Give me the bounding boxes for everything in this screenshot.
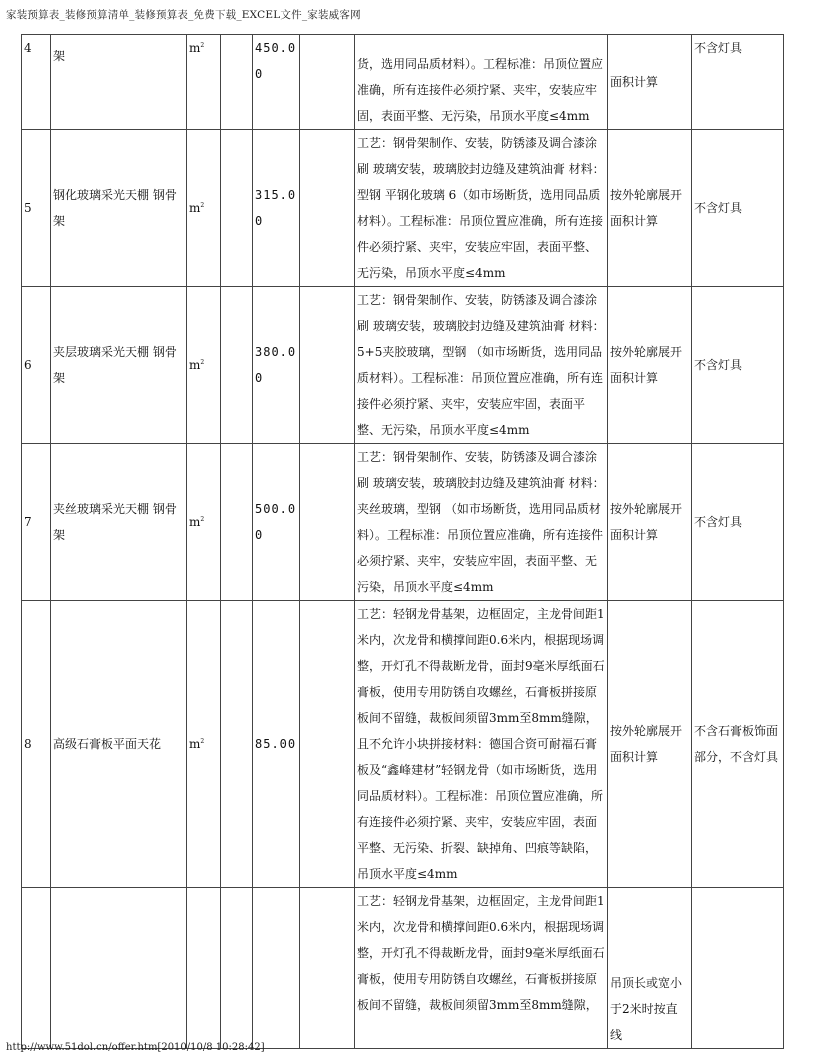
item-number: 7 <box>22 444 51 601</box>
table-row <box>22 888 784 1049</box>
item-price <box>253 888 300 1049</box>
table-row <box>22 35 784 130</box>
item-calc-method: 按外轮廓展开面积计算 <box>608 444 692 601</box>
empty-cell <box>221 287 253 444</box>
empty-cell <box>300 601 355 888</box>
item-calc-method: 面积计算 <box>608 35 692 130</box>
item-price: 315.00 <box>253 130 300 287</box>
page-header-title: 家装预算表_装修预算清单_装修预算表_免费下载_EXCEL文件_家装威客网 <box>6 9 361 21</box>
budget-table <box>21 34 784 1049</box>
item-unit <box>187 888 221 1049</box>
table-row <box>22 287 784 444</box>
empty-cell <box>300 444 355 601</box>
table-row <box>22 444 784 601</box>
empty-cell <box>221 35 253 130</box>
item-price: 85.00 <box>253 601 300 888</box>
empty-cell <box>221 444 253 601</box>
item-unit: $m^2$ <box>187 35 221 130</box>
item-description: 工艺：钢骨架制作、安装，防锈漆及调合漆涂刷 玻璃安装，玻璃胶封边缝及建筑油膏 材料：夹丝玻璃，型钢 （如市场断货，选用同品质材料）。工程标准：吊顶位置应准确，所有连接件必须拧紧、夹牢，安装应牢固，表面平整、无污染，吊顶水平度≤4mm <box>355 444 608 601</box>
item-calc-method: 吊顶长或宽小于2米时按直线 <box>608 888 692 1049</box>
item-name <box>51 888 187 1049</box>
item-name: 夹丝玻璃采光天棚 钢骨架 <box>51 444 187 601</box>
empty-cell <box>300 287 355 444</box>
empty-cell <box>221 601 253 888</box>
item-unit: $m^2$ <box>187 130 221 287</box>
item-number <box>22 888 51 1049</box>
item-note: 不含石膏板饰面部分，不含灯具 <box>692 601 784 888</box>
item-price: 380.00 <box>253 287 300 444</box>
item-unit: $m^2$ <box>187 287 221 444</box>
item-description: 工艺：钢骨架制作、安装，防锈漆及调合漆涂刷 玻璃安装，玻璃胶封边缝及建筑油膏 材料：型钢 平钢化玻璃 6（如市场断货，选用同品质材料）。工程标准：吊顶位置应准确，所有连接件必须拧紧、夹牢，安装应牢固，表面平整、无污染，吊顶水平度≤4mm <box>355 130 608 287</box>
item-unit: $m^2$ <box>187 444 221 601</box>
table-row <box>22 601 784 888</box>
item-description: 工艺：钢骨架制作、安装，防锈漆及调合漆涂刷 玻璃安装，玻璃胶封边缝及建筑油膏 材料：5+5夹胶玻璃，型钢 （如市场断货，选用同品质材料）。工程标准：吊顶位置应准确，所有连接件必须拧紧、夹牢，安装应牢固，表面平整、无污染，吊顶水平度≤4mm <box>355 287 608 444</box>
item-unit: $m^2$ <box>187 601 221 888</box>
item-description: 工艺：轻钢龙骨基架，边框固定，主龙骨间距1米内，次龙骨和横撑间距0.6米内，根据现场调整，开灯孔不得裁断龙骨，面封9毫米厚纸面石膏板，使用专用防锈自攻螺丝，石膏板拼接原板间不留缝，裁板间须留3mm至8mm缝隙，且不允许小块拼接材料：德国合资可耐福石膏板及“鑫峰建材”轻钢龙骨（如市场断货，选用同品质材料）。工程标准：吊顶位置应准确，所有连接件必须拧紧、夹牢，安装应牢固，表面平整、无污染、折裂、缺掉角、凹痕等缺陷，吊顶水平度≤4mm <box>355 601 608 888</box>
item-number: 5 <box>22 130 51 287</box>
item-price: 500.00 <box>253 444 300 601</box>
empty-cell <box>221 888 253 1049</box>
empty-cell <box>300 130 355 287</box>
item-note: 不含灯具 <box>692 444 784 601</box>
empty-cell <box>221 130 253 287</box>
page-footer-url: http://www.51dol.cn/offer.htm[2010/10/8 10:28:42] <box>6 1042 265 1053</box>
item-name: 钢化玻璃采光天棚 钢骨架 <box>51 130 187 287</box>
empty-cell <box>300 35 355 130</box>
item-price: 450.00 <box>253 35 300 130</box>
item-name: 架 <box>51 35 187 130</box>
item-description: 货，选用同品质材料）。工程标准：吊顶位置应准确，所有连接件必须拧紧、夹牢，安装应牢固，表面平整、无污染，吊顶水平度≤4mm <box>355 35 608 130</box>
empty-cell <box>300 888 355 1049</box>
item-calc-method: 按外轮廓展开面积计算 <box>608 287 692 444</box>
item-number: 6 <box>22 287 51 444</box>
table-row <box>22 130 784 287</box>
item-name: 高级石膏板平面天花 <box>51 601 187 888</box>
item-calc-method: 按外轮廓展开面积计算 <box>608 601 692 888</box>
item-note <box>692 888 784 1049</box>
item-note: 不含灯具 <box>692 35 784 130</box>
item-note: 不含灯具 <box>692 287 784 444</box>
item-number: 4 <box>22 35 51 130</box>
item-calc-method: 按外轮廓展开面积计算 <box>608 130 692 287</box>
item-number: 8 <box>22 601 51 888</box>
item-name: 夹层玻璃采光天棚 钢骨架 <box>51 287 187 444</box>
item-description: 工艺：轻钢龙骨基架，边框固定，主龙骨间距1米内，次龙骨和横撑间距0.6米内，根据现场调整，开灯孔不得裁断龙骨，面封9毫米厚纸面石膏板，使用专用防锈自攻螺丝，石膏板拼接原板间不留缝，裁板间须留3mm至8mm缝隙， <box>355 888 608 1049</box>
item-note: 不含灯具 <box>692 130 784 287</box>
